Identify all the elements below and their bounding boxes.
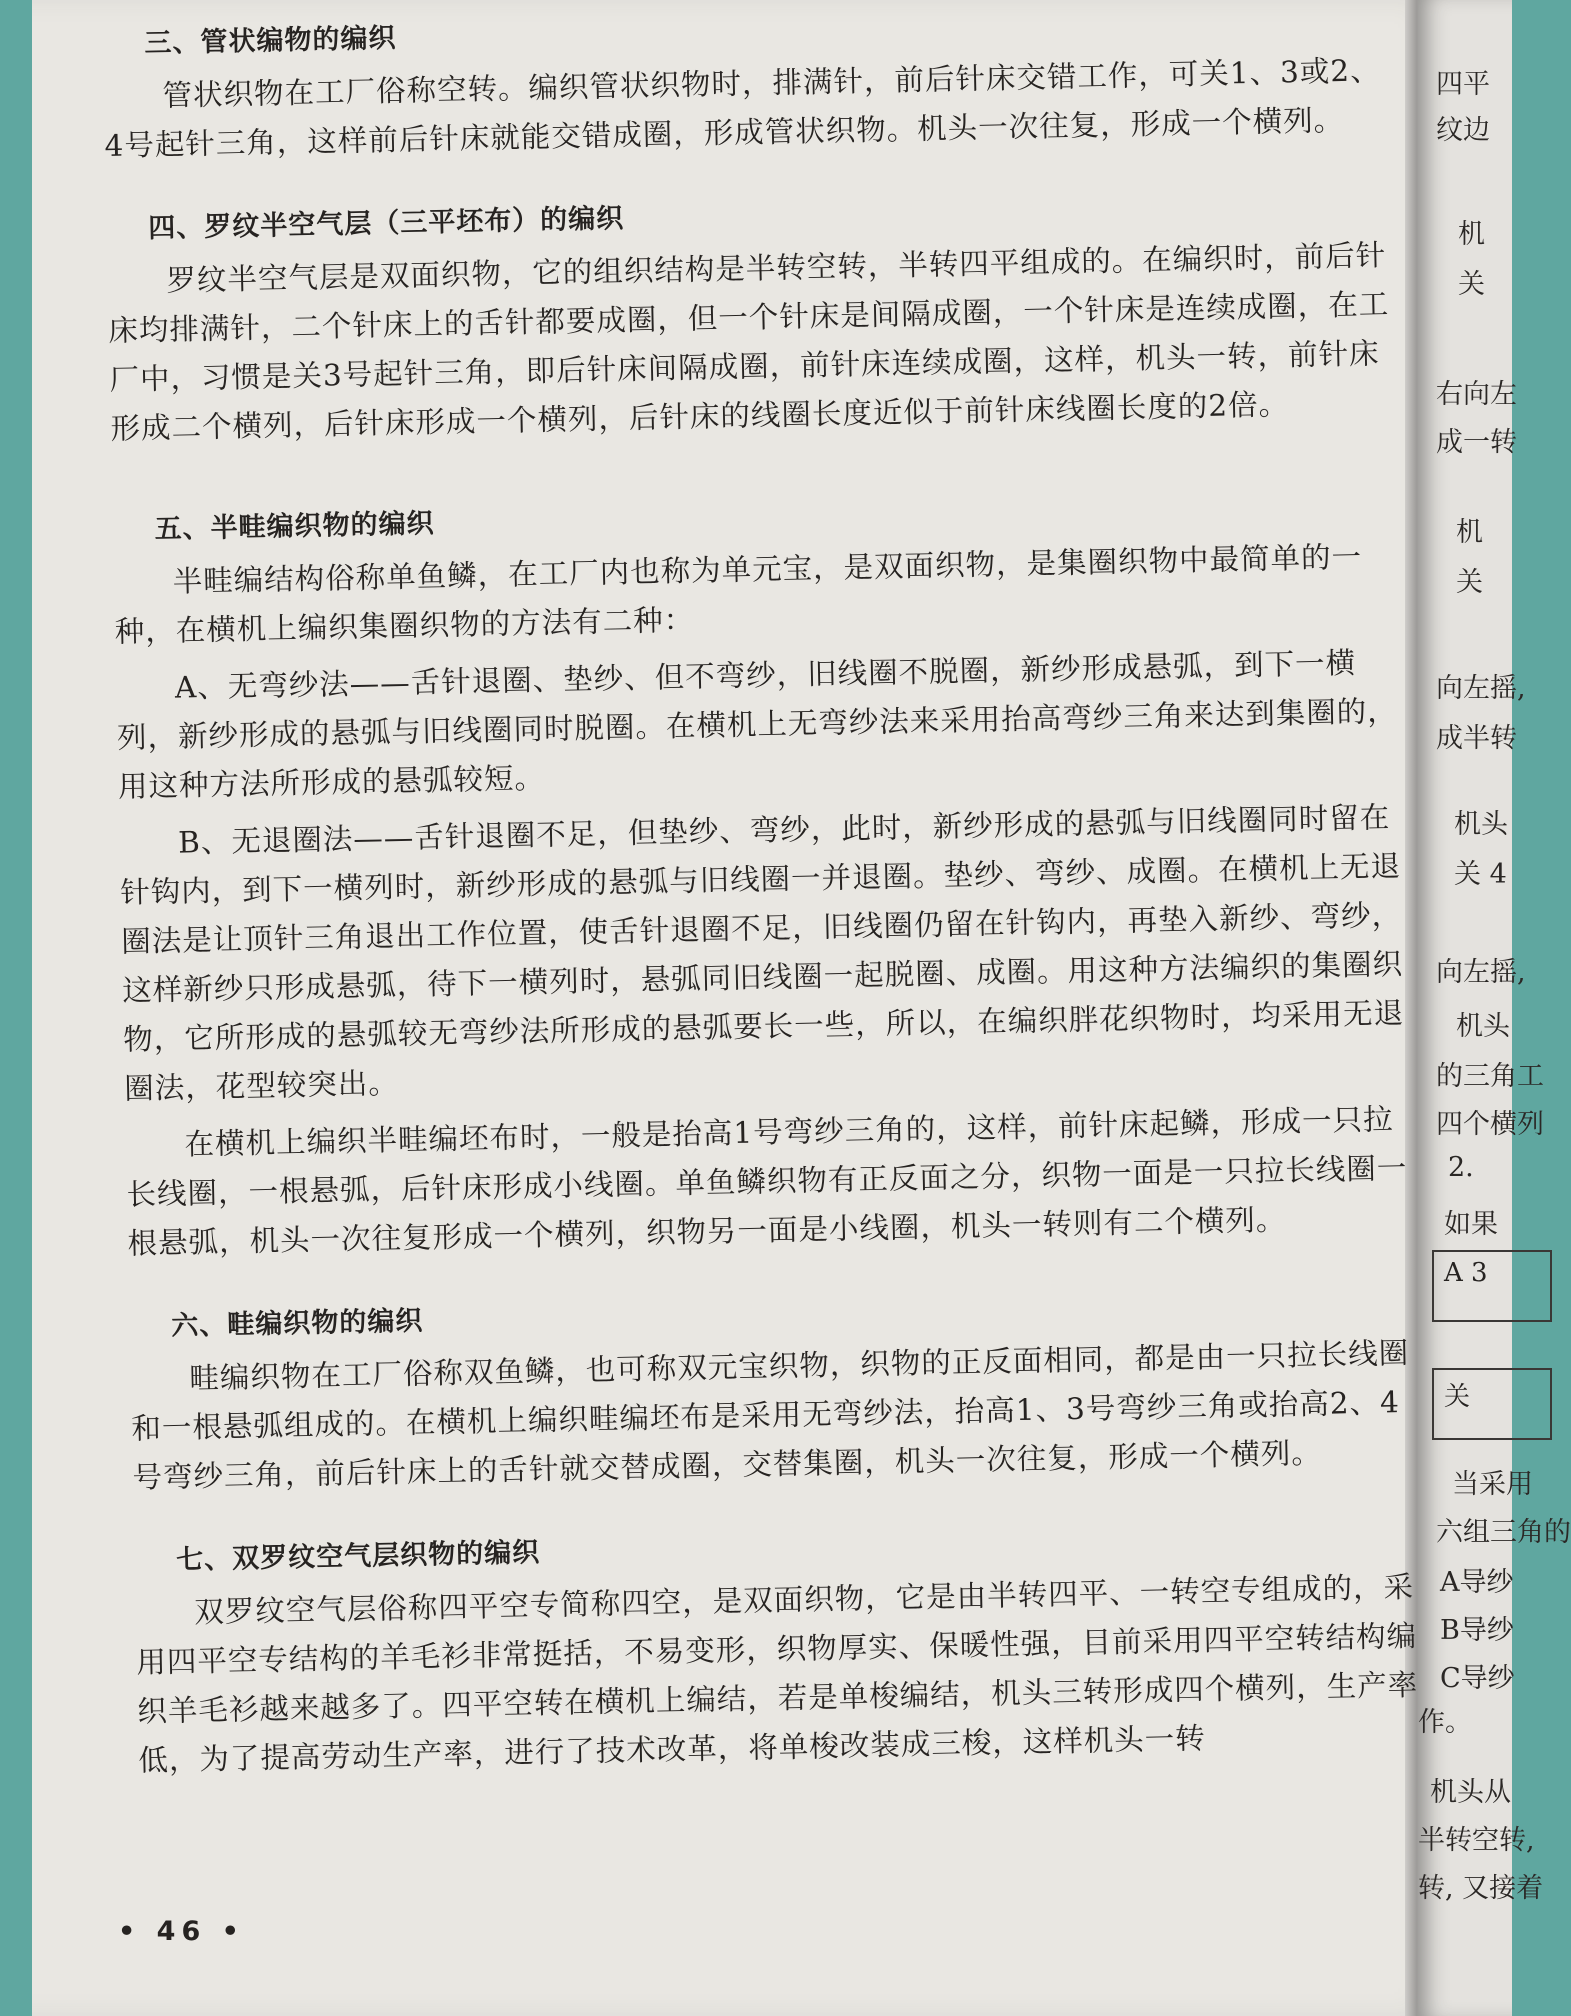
body-paragraph: A、无弯纱法——舌针退圈、垫纱、但不弯纱，旧线圈不脱圈，新纱形成悬弧，到下一横列，新纱形成的悬弧与旧线圈同时脱圈。在横机上无弯纱法来采用抬高弯纱三角来达到集圈的，用这种方法所形成的悬弧较短。 bbox=[116, 645, 1399, 804]
right-page-fragment: 四个横列 bbox=[1436, 1109, 1544, 1140]
right-page-fragment: 作。 bbox=[1418, 1707, 1472, 1738]
body-paragraph: 罗纹半空气层是双面织物，它的组织结构是半转空转，半转四平组成的。在编织时，前后针床均排满针，二个针床上的舌针都要成圈，但一个针床是间隔成圈，一个针床是连续成圈，在工厂中，习惯是关3号起针三角，即后针床间隔成圈，前针床连续成圈，这样，机头一转，前针床形成二个横列，后针床形成一个横列，后针床的线圈长度近似于前针床线圈长度的2倍。 bbox=[108, 238, 1390, 446]
right-page-fragment: 机头 bbox=[1456, 1011, 1510, 1042]
right-page-fragment: 右向左 bbox=[1436, 379, 1517, 410]
section-heading: 三、管状编物的编织 bbox=[144, 22, 397, 60]
table-cell: A 3 bbox=[1432, 1250, 1552, 1322]
right-page bbox=[1418, 0, 1571, 2016]
right-page-fragment: 的三角工 bbox=[1436, 1061, 1544, 1092]
section-3 bbox=[102, 0, 1395, 171]
section-6 bbox=[129, 1278, 1423, 1503]
right-page-fragment: 机 bbox=[1456, 517, 1483, 548]
right-page-fragment: 成一转 bbox=[1436, 427, 1517, 458]
right-page-fragment: 成半转 bbox=[1436, 723, 1517, 754]
section-4 bbox=[106, 180, 1401, 454]
body-paragraph: 管状织物在工厂俗称空转。编织管状织物时，排满针，前后针床交错工作，可关1、3或2、4号起针三角，这样前后针床就能交错成圈，形成管状织物。机头一次往复，形成一个横列。 bbox=[104, 53, 1381, 163]
section-heading: 七、双罗纹空气层织物的编织 bbox=[175, 1537, 541, 1576]
right-page-fragment: 关 4 bbox=[1454, 859, 1507, 890]
body-paragraph: 畦编织物在工厂俗称双鱼鳞，也可称双元宝织物，织物的正反面相同，都是由一只拉长线圈和一根悬弧组成的。在横机上编织畦编坯布是采用无弯纱法，抬高1、3号弯纱三角或抬高2、4号弯纱三角，前后针床上的舌针就交替成圈，交替集圈，机头一次往复，形成一个横列。 bbox=[131, 1335, 1410, 1495]
right-page-fragment: 向左摇, bbox=[1436, 673, 1526, 704]
section-heading: 六、畦编织物的编织 bbox=[171, 1305, 424, 1342]
right-page-fragment: 机头 bbox=[1454, 809, 1508, 840]
right-page-fragment: 机头从 bbox=[1430, 1777, 1511, 1808]
section-heading: 四、罗纹半空气层（三平坯布）的编织 bbox=[148, 203, 625, 245]
right-page-fragment: 如果 bbox=[1444, 1209, 1498, 1240]
right-page-fragment: C导纱 bbox=[1440, 1663, 1515, 1694]
right-page-fragment: 关 bbox=[1456, 567, 1483, 598]
body-paragraph: 在横机上编织半畦编坯布时，一般是抬高1号弯纱三角的，这样，前针床起鳞，形成一只拉长线圈，一根悬弧，后针床形成小线圈。单鱼鳞织物有正反面之分，织物一面是一只拉长线圈一根悬弧，机头一次往复形成一个横列，织物另一面是小线圈，机头一转则有二个横列。 bbox=[126, 1102, 1408, 1261]
right-page-fragment: 四平 bbox=[1436, 69, 1490, 100]
section-heading: 五、半畦编织物的编织 bbox=[154, 508, 435, 546]
right-page-fragment: B导纱 bbox=[1440, 1615, 1514, 1646]
body-paragraph: B、无退圈法——舌针退圈不足，但垫纱、弯纱，此时，新纱形成的悬弧与旧线圈同时留在针钩内，到下一横列时，新纱形成的悬弧与旧线圈一并退圈。垫纱、弯纱、成圈。在横机上无退圈法是让顶针三角退出工作位置，使舌针退圈不足，旧线圈仍留在针钩内，再垫入新纱、弯纱，这样新纱只形成悬弧，待下一横列时，悬弧同旧线圈一起脱圈、成圈。用这种方法编织的集圈织物，它所形成的悬弧较无弯纱法所形成的悬弧要长一些，所以，在编织胖花织物时，均采用无退圈法，花型较突出。 bbox=[119, 800, 1405, 1106]
right-page-fragment: 关 bbox=[1458, 269, 1485, 300]
page-text-body bbox=[102, 0, 1429, 1794]
right-page-fragment: 六组三角的 bbox=[1436, 1517, 1571, 1548]
right-page-fragment: 机 bbox=[1458, 219, 1485, 250]
section-5 bbox=[112, 481, 1418, 1269]
right-page-fragment: 纹边 bbox=[1436, 115, 1490, 146]
table-cell: 关 bbox=[1432, 1368, 1552, 1440]
right-page-fragment: 当采用 bbox=[1452, 1469, 1533, 1500]
right-page-fragment: 半转空转, bbox=[1418, 1825, 1535, 1856]
body-paragraph: 半畦编结构俗称单鱼鳞，在工厂内也称为单元宝，是双面织物，是集圈织物中最简单的一种，在横机上编织集圈织物的方法有二种： bbox=[114, 539, 1363, 649]
section-7 bbox=[134, 1512, 1429, 1786]
right-page-fragment: 转, 又接着 bbox=[1418, 1873, 1544, 1904]
right-page-fragment: 向左摇, bbox=[1436, 957, 1526, 988]
body-paragraph: 双罗纹空气层俗称四平空专简称四空，是双面织物，它是由半转四平、一转空专组成的，采用四平空专结构的羊毛衫非常挺括，不易变形，织物厚实、保暖性强，目前采用四平空转结构编织羊毛衫越来越多了。四平空转在横机上编结，若是单梭编结，机头三转形成四个横列，生产率低，为了提高劳动生产率，进行了技术改革，将单梭改装成三梭，这样机头一转 bbox=[136, 1569, 1419, 1778]
right-page-fragment: 2. bbox=[1448, 1152, 1474, 1183]
page-number: • 46 • bbox=[118, 1916, 245, 1947]
right-page-fragment: A导纱 bbox=[1440, 1567, 1514, 1598]
